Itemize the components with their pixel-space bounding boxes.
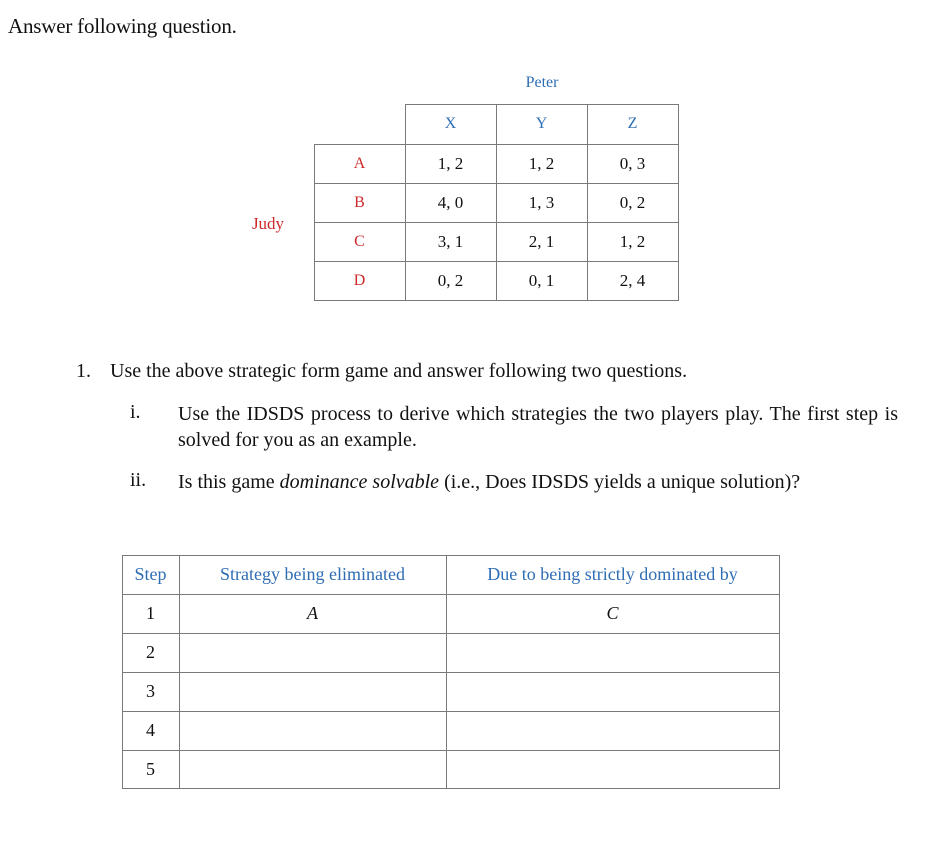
step-number: 4 bbox=[146, 720, 155, 740]
steps-header-step: Step bbox=[134, 564, 167, 584]
grid-line bbox=[122, 555, 123, 789]
dominating-strategy-input[interactable] bbox=[446, 711, 779, 750]
payoff-cell: 2, 1 bbox=[528, 231, 555, 251]
grid-line bbox=[122, 633, 780, 634]
row-header-b: B bbox=[354, 193, 365, 211]
payoff-cell: 0, 2 bbox=[437, 270, 464, 290]
eliminated-strategy-input[interactable] bbox=[179, 633, 446, 672]
grid-line bbox=[405, 104, 406, 301]
grid-line bbox=[122, 594, 780, 595]
payoff-cell: 0, 1 bbox=[528, 270, 555, 290]
page-heading: Answer following question. bbox=[8, 14, 237, 38]
step-number: 3 bbox=[146, 681, 155, 701]
grid-line bbox=[122, 555, 780, 556]
eliminated-strategy-input[interactable] bbox=[179, 711, 446, 750]
row-header-c: C bbox=[354, 232, 365, 250]
column-header-y: Y bbox=[535, 115, 548, 132]
question-1 bbox=[76, 360, 687, 383]
payoff-cell: 1, 2 bbox=[528, 153, 555, 173]
grid-line bbox=[587, 104, 588, 301]
part-text: Is this game dominance solvable (i.e., Does IDSDS yields a unique solution)? bbox=[178, 471, 801, 493]
eliminated-strategy-input[interactable] bbox=[179, 672, 446, 711]
payoff-cell: 0, 2 bbox=[619, 192, 646, 212]
question-number: 1. bbox=[76, 360, 91, 382]
grid-line bbox=[122, 788, 780, 789]
column-header-x: X bbox=[444, 115, 457, 132]
payoff-cell: 0, 3 bbox=[619, 153, 646, 173]
part-numeral: ii. bbox=[130, 469, 147, 491]
step-number: 2 bbox=[146, 642, 155, 662]
eliminated-strategy-input[interactable] bbox=[179, 750, 446, 789]
payoff-cell: 2, 4 bbox=[619, 270, 646, 290]
eliminated-strategy: A bbox=[307, 603, 318, 623]
grid-line bbox=[122, 672, 780, 673]
payoff-cell: 4, 0 bbox=[437, 192, 464, 212]
steps-header-eliminated: Strategy being eliminated bbox=[220, 564, 405, 584]
grid-line bbox=[122, 750, 780, 751]
grid-line bbox=[314, 144, 315, 301]
payoff-cell: 1, 2 bbox=[437, 153, 464, 173]
question-text: Use the above strategic form game and answer following two questions. bbox=[110, 360, 688, 382]
step-number: 1 bbox=[146, 603, 155, 623]
grid-line bbox=[446, 555, 447, 789]
dominating-strategy-input[interactable] bbox=[446, 672, 779, 711]
row-player-label: Judy bbox=[251, 214, 285, 233]
grid-line bbox=[179, 555, 180, 789]
grid-line bbox=[779, 555, 780, 789]
row-header-d: D bbox=[353, 271, 366, 289]
row-header-a: A bbox=[353, 154, 366, 172]
grid-line bbox=[678, 104, 679, 301]
payoff-cell: 3, 1 bbox=[437, 231, 464, 251]
steps-header-dominated-by: Due to being strictly dominated by bbox=[487, 564, 738, 584]
dominating-strategy: C bbox=[606, 603, 619, 623]
column-player-label: Peter bbox=[525, 74, 559, 91]
dominating-strategy-input[interactable] bbox=[446, 633, 779, 672]
column-header-z: Z bbox=[627, 115, 638, 132]
dominance-solvable-term: dominance solvable bbox=[279, 471, 440, 493]
payoff-cell: 1, 2 bbox=[619, 231, 646, 251]
grid-line bbox=[122, 711, 780, 712]
payoff-cell: 1, 3 bbox=[528, 192, 555, 212]
grid-line bbox=[405, 104, 679, 105]
part-numeral: i. bbox=[130, 401, 141, 423]
dominating-strategy-input[interactable] bbox=[446, 750, 779, 789]
part-text: Use the IDSDS process to derive which strategies the two players play. The first step is solved for you as an example. bbox=[178, 403, 898, 451]
grid-line bbox=[496, 104, 497, 301]
step-number: 5 bbox=[146, 759, 155, 779]
